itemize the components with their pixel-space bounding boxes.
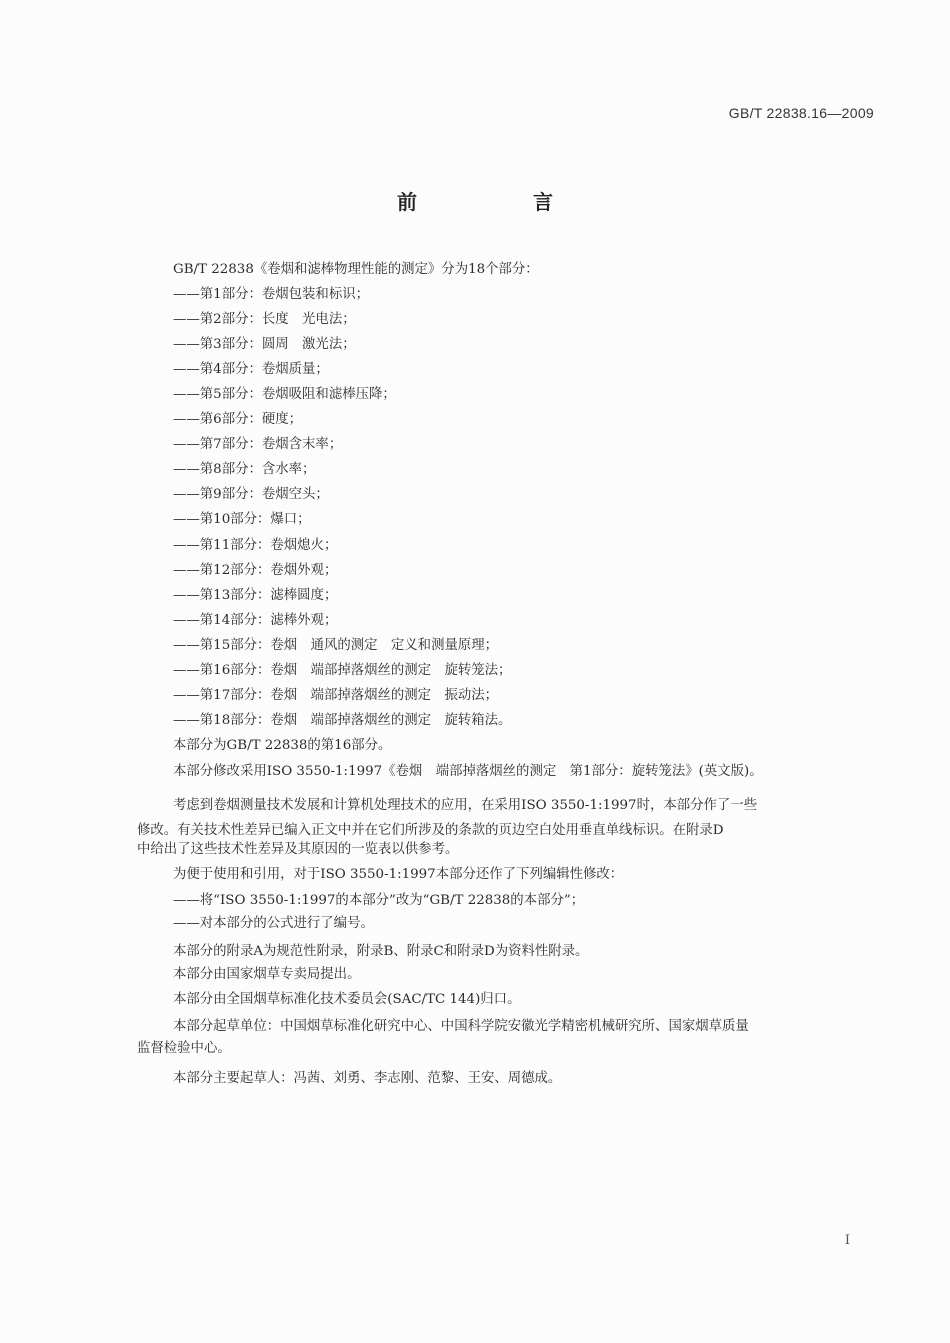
part-item-18: ——第18部分：卷烟 端部掉落烟丝的测定 旋转箱法。 bbox=[173, 713, 512, 728]
part-item-2: ——第2部分：长度 光电法； bbox=[173, 312, 356, 327]
paragraph-part-number: 本部分为GB/T 22838的第16部分。 bbox=[173, 738, 392, 753]
paragraph-drafting-units-line-1: 本部分起草单位：中国烟草标准化研究中心、中国科学院安徽光学精密机械研究所、国家烟草质量 bbox=[173, 1019, 749, 1034]
part-item-16: ——第16部分：卷烟 端部掉落烟丝的测定 旋转笼法； bbox=[173, 663, 512, 678]
paragraph-annexes: 本部分的附录A为规范性附录，附录B、附录C和附录D为资料性附录。 bbox=[173, 944, 589, 959]
part-item-9: ——第9部分：卷烟空头； bbox=[173, 487, 329, 502]
part-item-15: ——第15部分：卷烟 通风的测定 定义和测量原理； bbox=[173, 638, 499, 653]
page-number: I bbox=[844, 1233, 850, 1248]
paragraph-proposer: 本部分由国家烟草专卖局提出。 bbox=[173, 967, 361, 982]
editorial-item-1: ——将“ISO 3550-1:1997的本部分”改为“GB/T 22838的本部分”； bbox=[173, 893, 585, 908]
part-item-10: ——第10部分：爆口； bbox=[173, 512, 311, 527]
paragraph-technical-line-1: 考虑到卷烟测量技术发展和计算机处理技术的应用，在采用ISO 3550-1:1997时，本部分作了一些 bbox=[173, 798, 758, 813]
part-item-12: ——第12部分：卷烟外观； bbox=[173, 563, 338, 578]
part-item-4: ——第4部分：卷烟质量； bbox=[173, 362, 329, 377]
part-item-5: ——第5部分：卷烟吸阻和滤棒压降； bbox=[173, 387, 396, 402]
part-item-1: ——第1部分：卷烟包装和标识； bbox=[173, 287, 369, 302]
paragraph-technical-line-3: 中给出了这些技术性差异及其原因的一览表以供参考。 bbox=[137, 842, 459, 857]
part-item-14: ——第14部分：滤棒外观； bbox=[173, 613, 338, 628]
standard-code: GB/T 22838.16—2009 bbox=[728, 105, 874, 121]
page-title: 前 言 bbox=[397, 190, 601, 214]
paragraph-drafters: 本部分主要起草人：冯茜、刘勇、李志刚、范黎、王安、周德成。 bbox=[173, 1071, 562, 1086]
paragraph-drafting-units-line-2: 监督检验中心。 bbox=[137, 1041, 231, 1056]
part-item-17: ——第17部分：卷烟 端部掉落烟丝的测定 振动法； bbox=[173, 688, 499, 703]
part-item-11: ——第11部分：卷烟熄火； bbox=[173, 538, 338, 553]
paragraph-adoption: 本部分修改采用ISO 3550-1:1997《卷烟 端部掉落烟丝的测定 第1部分：旋转笼法》(英文版)。 bbox=[173, 764, 763, 779]
part-item-6: ——第6部分：硬度； bbox=[173, 412, 303, 427]
paragraph-committee: 本部分由全国烟草标准化技术委员会(SAC/TC 144)归口。 bbox=[173, 992, 521, 1007]
part-item-8: ——第8部分：含水率； bbox=[173, 462, 316, 477]
part-item-13: ——第13部分：滤棒圆度； bbox=[173, 588, 338, 603]
part-item-7: ——第7部分：卷烟含末率； bbox=[173, 437, 343, 452]
intro-line: GB/T 22838《卷烟和滤棒物理性能的测定》分为18个部分： bbox=[173, 262, 539, 277]
editorial-item-2: ——对本部分的公式进行了编号。 bbox=[173, 916, 374, 931]
paragraph-editorial: 为便于使用和引用，对于ISO 3550-1:1997本部分还作了下列编辑性修改： bbox=[173, 867, 624, 882]
part-item-3: ——第3部分：圆周 激光法； bbox=[173, 337, 356, 352]
paragraph-technical-line-2: 修改。有关技术性差异已编入正文中并在它们所涉及的条款的页边空白处用垂直单线标识。在附录D bbox=[137, 823, 724, 838]
